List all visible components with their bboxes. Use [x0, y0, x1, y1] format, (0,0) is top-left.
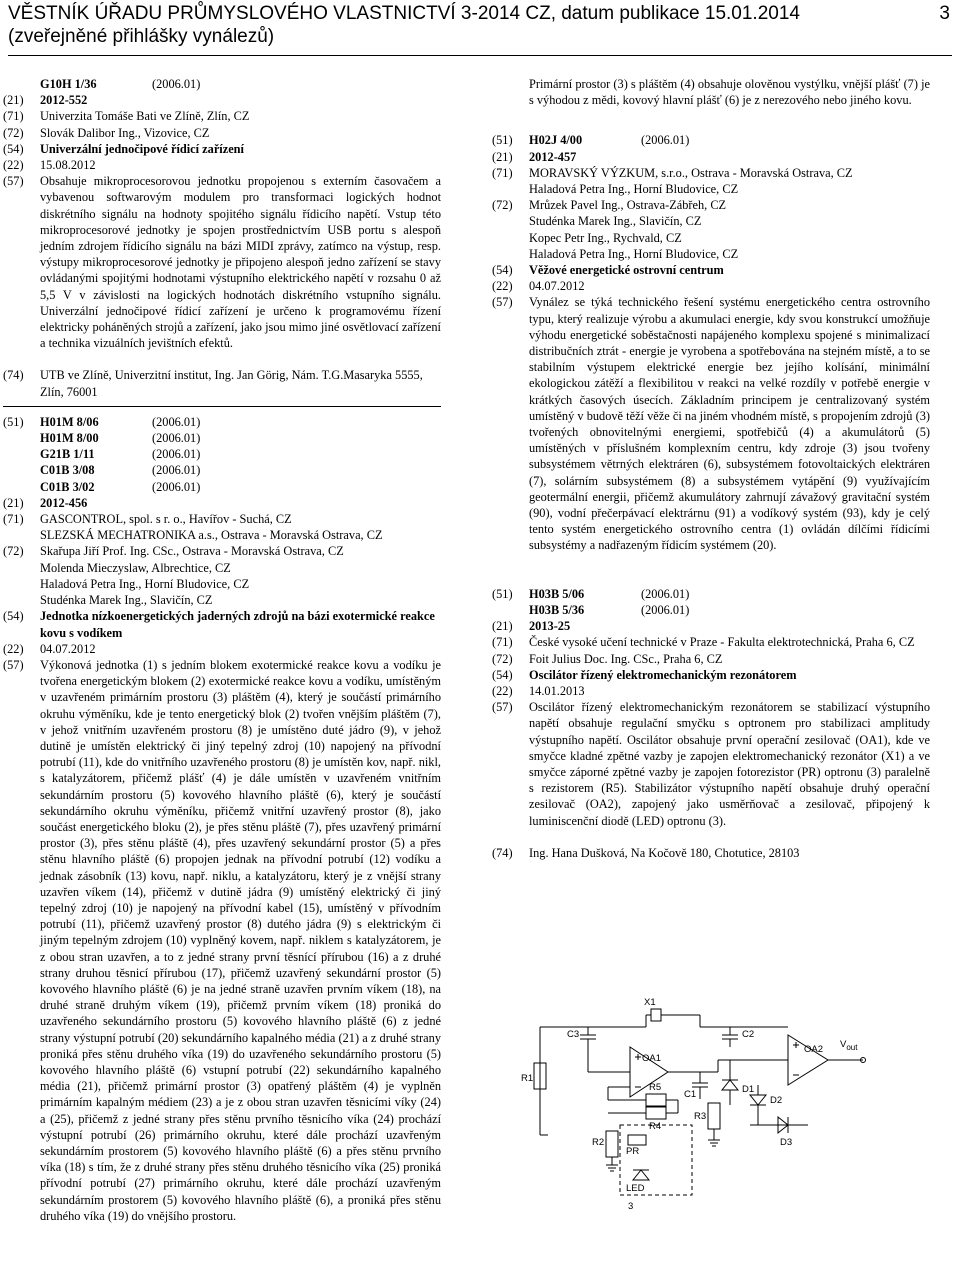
applicant: MORAVSKÝ VÝZKUM, s.r.o., Ostrava - Moravská Ostrava, CZ — [529, 165, 853, 180]
ipc-line: H03B 5/36 (2006.01) — [529, 602, 690, 617]
applicant: České vysoké učení technické v Praze - Fakulta elektrotechnická, Praha 6, CZ — [529, 635, 915, 650]
ipc-line: C01B 3/02 (2006.01) — [40, 479, 201, 494]
applicant: GASCONTROL, spol. s r. o., Havířov - Suchá, CZ — [40, 512, 292, 527]
invention-title: Věžové energetické ostrovní centrum — [529, 263, 724, 278]
applicant: Haladová Petra Ing., Horní Bludovice, CZ — [529, 182, 739, 197]
label-c2: C2 — [742, 1029, 755, 1040]
inventor: Studénka Marek Ing., Slavičín, CZ — [40, 593, 213, 608]
journal-subtitle: (zveřejněné přihlášky vynálezů) — [8, 26, 275, 47]
filing-date: 15.08.2012 — [40, 158, 96, 173]
header-divider — [8, 55, 952, 56]
inventor: Mrůzek Pavel Ing., Ostrava-Zábřeh, CZ — [529, 198, 727, 213]
label-pr: PR — [626, 1146, 640, 1157]
label-d3: D3 — [780, 1137, 793, 1148]
inventor: Haladová Petra Ing., Horní Bludovice, CZ — [529, 246, 739, 261]
label-x1: X1 — [644, 997, 656, 1008]
label-c3: C3 — [567, 1029, 580, 1040]
ipc-line: H01M 8/06 (2006.01) — [40, 414, 201, 429]
attorney: UTB ve Zlíně, Univerzitní institut, Ing. Jan Görig, Nám. T.G.Masaryka 5555, Zlín, 76001 — [40, 368, 423, 399]
filing-date: 04.07.2012 — [529, 279, 585, 294]
ipc-year: (2006.01) — [641, 133, 690, 148]
inventor: Foit Julius Doc. Ing. CSc., Praha 6, CZ — [529, 651, 723, 666]
application-number: 2012-457 — [529, 149, 577, 164]
applicant: SLEZSKÁ MECHATRONIKA a.s., Ostrava - Moravská Ostrava, CZ — [40, 528, 383, 543]
ipc-line: H01M 8/00 (2006.01) — [40, 431, 201, 446]
application-number: 2012-456 — [40, 495, 88, 510]
inventor: Skařupa Jiří Prof. Ing. CSc., Ostrava - Moravská Ostrava, CZ — [40, 544, 344, 559]
label-optron: 3 — [628, 1201, 634, 1212]
invention-title: Jednotka nízkoenergetických jaderných zdrojů na bázi exotermické reakce kovu s vodíkem — [40, 609, 435, 640]
label-r1: R1 — [521, 1073, 534, 1084]
ipc-code: H02J 4/00 — [529, 133, 583, 148]
ipc-line: G21B 1/11 (2006.01) — [40, 447, 201, 462]
ipc-line: C01B 3/08 (2006.01) — [40, 463, 201, 478]
svg-text:Vout — [840, 1039, 858, 1052]
patent-entry-1: G10H 1/36 (2006.01) (21) 2012-552 (71) Univerzita Tomáše Bati ve Zlíně, Zlín, CZ (72) Slovák Dalibor Ing., Vizovice, CZ (54) Univerzální jednočipové řídicí zařízení (22) 15.08.2012 (57) Obsahuje mikroprocesorovou jednotku propojenou s externím časovačem a vybavenou softwarovým modulem pro transformaci logických hodnot diskrétního signálu na hodnoty spojitého signálu řídicího napětí. Vstup této mikroprocesorové jednotky je spojen prostřednictvím USB portu s alespoň jedním zdrojem řídicího signálu na bázi MIDI zprávy, zatímco na výstup, resp. výstupy mikroprocesorové jednotky je připojeno alespoň jedno zařízení se stavy ovládanými spojitými hodnotami výstupního elektrického napětí v rozsahu 0 až 5,5 V v závislosti na logických hodnotách diskrétního vstupního signálu. Univerzální jednočipové řídicí zařízení je určeno k programovému řízení elektricky poháněných strojů a zařízení, jako jsou mimo jiné osvětlovací zařízení a technika vizuálních jevištních efektů. (74) UTB ve Zlíně, Univerzitní institut, Ing. Jan Görig, Nám. T.G.Masaryka 5555, Zlín, 76001 — [3, 77, 441, 399]
patent-entry-2: (51) H01M 8/06 (2006.01) H01M 8/00 (2006.01) G21B 1/11 (2006.01) C01B 3/08 (2006.01) C01B 3/02 (2006.01) (21) 2012-456 (71) GASCONTROL, spol. s r. o., Havířov - Suchá, CZ SLEZSKÁ MECHATRONIKA a.s., Ostrava - Moravská Ostrava, CZ (72) Skařupa Jiří Prof. Ing. CSc., Ostrava - Moravská Ostrava, CZ Molenda Mieczyslaw, Albrechtice, CZ Haladová Petra Ing., Horní Bludovice, CZ Studénka Marek Ing., Slavičín, CZ (54) Jednotka nízkoenergetických jaderných zdrojů na bázi exotermické reakce kovu s vodíkem (22) 04.07.2012 (57) Výkonová jednotka (1) s jedním blokem exotermické reakce kovu a vodíku je tvořena energetickým blokem (2) exotermické reakce kovu a vodíku, umístěným v uzavřeném primárním prostoru (3) pláštěm (4), který je součástí primárního okruhu výměníku, kde je tento energetický blok (2) tvořen vnějším pláštěm (7), v jehož vnitřním uzavřeném prostoru (8) je umístěno duté jádro (9), v jehož dutině je umístěn elektrický či jiný tepelný zdroj (10) napojený na přívodní potrubí (11), kde do vnitřního uzavřeného prostoru (8) je umístěn kov, např. nikl, s katalyzátorem, přičemž plášť (4) je dále umístěn v uzavřeném vnitřním sekundárním prostoru (5) kovového hlavního pláště (6), který je součástí sekundárního okruhu výměníku, přičemž vnitřní uzavřený prostor (8), jako součást energetického bloku (2), je přes stěnu pláště (7), přes uzavřený primární prostor (3), přes stěnu pláště (4), přes uzavřený sekundární prostor (5) a přes stěnu hlavního pláště (6) propojen jednak na přívodní potrubí (12) vodíku a jednak zásobník (13) kovu, např. niklu, a katalyzátoru, který je z vnější strany uzavřen víkem (14), přičemž v dutině jádra (9) umístěný elektrický či jiný tepelný zdroj (10) je napojený na přívodní kabel (15), umístěný v přívodním potrubí (11), přičemž uzavřený prostor (8) dutého jádra (9) s elektrickým či jiným tepelným zdrojem (10) vyplněný kovem, např. niklem s katalyzátorem, je z obou stran uzavřen, a to z jedné strany první těsnící přírubou (16) a z druhé strany druhou těsnicí přírubou (17), přičemž uzavřený sekundární prostor (5) kovového hlavního pláště (6) je na jedné straně uzavřen prvním víkem (18), na druhé straně druhým víkem (19), přičemž prvním víkem (18) proniká do uzavřeného sekundárního prostoru (5) kovového hlavního pláště (6) z jedné strany výstupní potrubí (20) sekundárního kapalného média (21) a z druhé strany proniká přes stěnu druhého víka (19) do uzavřeného sekundárního prostoru (5) kovového hlavního pláště (6) vstupní potrubí (22) sekundárního kapalného média (21), přičemž primární prostor (3) opatřený pláštěm (4) je vyplněn primárním kapalným médiem (23) a je z obou stran uzavřen těsnicími víky (24) a (25), přičemž z jedné strany přes stěnu prvního těsnicího víka (24) prochází výstupní potrubí (26) primárního okruhu, které dále prochází uzavřeným sekundárním prostorem (5) kovového hlavního pláště (6) a přes stěnu prvního víka (18) s tím, že z druhé strany přes stěnu druhého těsnicího víka (25) proniká přívodní potrubí (27) primárního okruhu, které dále prochází uzavřeným sekundárním prostorem (5) kovového hlavního pláště (6), a proniká přes stěnu druhého víka (19) do vnějšího prostoru. — [3, 414, 441, 1223]
page-header — [8, 2, 952, 48]
label-r3: R3 — [694, 1111, 707, 1122]
invention-title: Oscilátor řízený elektromechanickým rezonátorem — [529, 667, 797, 682]
abstract: Oscilátor řízený elektromechanickým rezonátorem se stabilizací výstupního napětí obsahuje regulační smyčku s optronem pro stabilizaci amplitudy výstupního napětí. Oscilátor obsahuje první operační zesilovač (OA1), kde ve smyčce kladné zpětné vazby je zapojen elektromechanický rezonátor (X1) a ve smyčce záporné zpětné vazby je zapojen fotorezistor (PR) optronu (3) paralelně s rezistorem (R5). Stabilizátor výstupního napětí obsahuje druhý operační zesilovač (OA2), zapojený jako usměrňovač a zesilovač, připojený k luminiscenční diodě (LED) optronu (3). — [529, 700, 930, 828]
journal-title: VĚSTNÍK ÚŘADU PRŮMYSLOVÉHO VLASTNICTVÍ 3-2014 CZ, datum publikace 15.01.2014 — [8, 3, 800, 24]
label-oa1: OA1 — [642, 1053, 662, 1064]
page-number: 3 — [939, 3, 950, 24]
abstract: Výkonová jednotka (1) s jedním blokem exotermické reakce kovu a vodíku je tvořena energetickým blokem (2) exotermické reakce kovu a vodíku, umístěným v uzavřeném primárním prostoru (3) pláštěm (4), který je součástí primárního okruhu výměníku, kde je tento energetický blok (2) tvořen vnějším pláštěm (7), v jehož vnitřním uzavřeném prostoru (8) je umístěno duté jádro (9), v jehož dutině je umístěn elektrický či jiný tepelný zdroj (10) napojený na přívodní potrubí (11), kde do vnitřního uzavřeného prostoru (8) je umístěn kov, např. nikl, s katalyzátorem, přičemž plášť (4) je dále umístěn v uzavřeném vnitřním sekundárním prostoru (5) kovového hlavního pláště (6), který je součástí sekundárního okruhu výměníku, přičemž vnitřní uzavřený prostor (8), jako součást energetického bloku (2), je přes stěnu pláště (7), přes uzavřený primární prostor (3), přes stěnu pláště (4), přes uzavřený sekundární prostor (5) a přes stěnu hlavního pláště (6) propojen jednak na přívodní potrubí (12) vodíku a jednak zásobník (13) kovu, např. niklu, a katalyzátoru, který je z vnější strany uzavřen víkem (14), přičemž v dutině jádra (9) umístěný elektrický či jiný tepelný zdroj (10) je napojený na přívodní kabel (15), umístěný v přívodním potrubí (11), přičemž uzavřený prostor (8) dutého jádra (9) s elektrickým či jiným tepelným zdrojem (10) vyplněný kovem, např. niklem s katalyzátorem, je z obou stran uzavřen, a to z jedné strany první těsnící přírubou (16) a z druhé strany druhou těsnicí přírubou (17), přičemž uzavřený sekundární prostor (5) kovového hlavního pláště (6) je na jedné straně uzavřen prvním víkem (18), na druhé straně druhým víkem (19), přičemž prvním víkem (18) proniká do uzavřeného sekundárního prostoru (5) kovového hlavního pláště (6) z jedné strany výstupní potrubí (20) sekundárního kapalného média (21) a z druhé strany proniká přes stěnu druhého víka (19) do uzavřeného sekundárního prostoru (5) kovového hlavního pláště (6) vstupní potrubí (22) sekundárního kapalného média (21), přičemž primární prostor (3) opatřený pláštěm (4) je vyplněn primárním kapalným médiem (23) a je z obou stran uzavřen těsnicími víky (24) a (25), přičemž z jedné strany přes stěnu prvního těsnicího víka (24) prochází výstupní potrubí (26) primárního okruhu, které dále prochází uzavřeným sekundárním prostorem (5) kovového hlavního pláště (6) a přes stěnu prvního víka (18) s tím, že z druhé strany přes stěnu druhého těsnicího víka (25) proniká přívodní potrubí (27) primárního okruhu, které dále prochází uzavřeným sekundárním prostorem (5) kovového hlavního pláště (6), a proniká přes stěnu druhého víka (19) do vnějšího prostoru. — [40, 657, 441, 1223]
patent-entry-3: (51) H02J 4/00 (2006.01) (21) 2012-457 (71) MORAVSKÝ VÝZKUM, s.r.o., Ostrava - Moravská Ostrava, CZ Haladová Petra Ing., Horní Bludovice, CZ (72) Mrůzek Pavel Ing., Ostrava-Zábřeh, CZ Studénka Marek Ing., Slavičín, CZ Kopec Petr Ing., Rychvald, CZ Haladová Petra Ing., Horní Bludovice, CZ (54) Věžové energetické ostrovní centrum (22) 04.07.2012 (57) Vynález se týká technického řešení systému energetického centra ostrovního typu, který realizuje výrobu a akumulaci energie, kdy svou konstrukcí umožňuje výhodu energetické soběstačnosti napájeného komplexu spojené s minimalizací distribučních ztrát - energie je vyrobena a spotřebována na stejném místě, a to se stabilním výstupem elektrické energie bez jejího kolísání, minimální ekologickou zátěží a flexibilitou v reakci na velké rozdíly v potřebě energie v krátkých časových úsecích. Základním principem je centralizovaný systém umístěný v budově těží věže či na jiném vhodném místě, s propojením zdrojů (3) tvořených obnovitelnými energiemi, spotřebičů (4) a akumulátorů (5) umístěných v příslušném komplexním centru, kdy zdroje (3) jsou tvořeny subsystémem větrných elektráren (6), subsystémem fotovoltaických elektráren (7), solárním subsystémem (8) a subsystémem vytápění (9) využívajícím geotermální energii, přičemž akumulátory zahrnují závažový gravitační systém (90), vodní přečerpávací elektrárnu (91) a vodíkový systém (93), kdy je celý tento systém energetického ostrovního centra (1) ovládán dílčími řídicími subsystémy a nadřazeným řídicím systémem (20). — [492, 133, 930, 553]
inventor: Studénka Marek Ing., Slavičín, CZ — [529, 214, 702, 229]
label-c1: C1 — [684, 1089, 697, 1100]
filing-date: 04.07.2012 — [40, 641, 96, 656]
label-led: LED — [626, 1183, 645, 1194]
inventor: Slovák Dalibor Ing., Vizovice, CZ — [40, 125, 210, 140]
oscillator-circuit-diagram — [518, 985, 876, 1212]
entry-divider — [3, 406, 441, 407]
right-column — [492, 76, 930, 861]
inventor: Kopec Petr Ing., Rychvald, CZ — [529, 230, 682, 245]
abstract: Vynález se týká technického řešení systému energetického centra ostrovního typu, který realizuje výrobu a akumulaci energie, kdy svou konstrukcí umožňuje výhodu energetické soběstačnosti napájeného komplexu spojené s minimalizací distribučních ztrát - energie je vyrobena a spotřebována na stejném místě, a to se stabilním výstupem elektrické energie bez jejího kolísání, minimální ekologickou zátěží a flexibilitou v reakci na velké rozdíly v potřebě energie v krátkých časových úsecích. Základním principem je centralizovaný systém umístěný v budově těží věže či na jiném vhodném místě, s propojením zdrojů (3) tvořených obnovitelnými energiemi, spotřebičů (4) a akumulátorů (5) umístěných v příslušném komplexním centru, kdy zdroje (3) jsou tvořeny subsystémem větrných elektráren (6), subsystémem fotovoltaických elektráren (7), solárním subsystémem (8) a subsystémem vytápění (9) využívajícím geotermální energii, přičemž akumulátory zahrnují závažový gravitační systém (90), vodní přečerpávací elektrárnu (91) a vodíkový systém (93), kdy je celý tento systém energetického ostrovního centra (1) ovládán dílčími řídicími subsystémy a nadřazeným řídicím systémem (20). — [529, 295, 930, 553]
left-column — [3, 76, 441, 1224]
label-r5: R5 — [649, 1082, 662, 1093]
patent-entry-4: (51) H03B 5/06 (2006.01) H03B 5/36 (2006.01) (21) 2013-25 (71) České vysoké učení technické v Praze - Fakulta elektrotechnická, Praha 6, CZ (72) Foit Julius Doc. Ing. CSc., Praha 6, CZ (54) Oscilátor řízený elektromechanickým rezonátorem (22) 14.01.2013 (57) Oscilátor řízený elektromechanickým rezonátorem se stabilizací výstupního napětí obsahuje regulační smyčku s optronem pro stabilizaci amplitudy výstupního napětí. Oscilátor obsahuje první operační zesilovač (OA1), kde ve smyčce kladné zpětné vazby je zapojen elektromechanický rezonátor (X1) a ve smyčce záporné zpětné vazby je zapojen fotorezistor (PR) optronu (3) paralelně s rezistorem (R5). Stabilizátor výstupního napětí obsahuje druhý operační zesilovač (OA2), zapojený jako usměrňovač a zesilovač, připojený k luminiscenční diodě (LED) optronu (3). (74) Ing. Hana Dušková, Na Kočově 180, Chotutice, 28103 — [492, 586, 930, 860]
label-vout-sub: out — [846, 1043, 858, 1052]
abstract: Obsahuje mikroprocesorovou jednotku propojenou s externím časovačem a vybavenou softwarovým modulem pro transformaci logických hodnot diskrétního signálu na hodnoty spojitého signálu řídicího napětí. Vstup této mikroprocesorové jednotky je spojen prostřednictvím USB portu s alespoň jedním zdrojem řídicího signálu na bázi MIDI zprávy, zatímco na výstup, resp. výstupy mikroprocesorové jednotky je připojeno alespoň jedno zařízení se stavy ovládanými spojitými hodnotami výstupního elektrického napětí v rozsahu 0 až 5,5 V v závislosti na logických hodnotách diskrétního vstupního signálu. Univerzální jednočipové řídicí zařízení je určeno k programovému řízení elektricky poháněných strojů a zařízení, jako jsou mimo jiné osvětlovací zařízení a technika vizuálních jevištních efektů. — [40, 174, 441, 351]
inventor: Haladová Petra Ing., Horní Bludovice, CZ — [40, 576, 250, 591]
ipc-code: G10H 1/36 — [40, 77, 97, 91]
label-d2: D2 — [770, 1095, 783, 1106]
opamp-oa2 — [788, 1035, 828, 1085]
label-r4: R4 — [649, 1121, 662, 1132]
application-number: 2013-25 — [529, 619, 571, 634]
label-vout: V — [840, 1039, 847, 1050]
applicant: Univerzita Tomáše Bati ve Zlíně, Zlín, CZ — [40, 109, 250, 124]
label-oa2: OA2 — [804, 1044, 824, 1055]
invention-title: Univerzální jednočipové řídicí zařízení — [40, 141, 244, 156]
label-d1: D1 — [742, 1084, 755, 1095]
abstract-continuation: Primární prostor (3) s pláštěm (4) obsahuje olověnou vystýlku, vnější plášť (7) je s výhodou z mědi, kovový hlavní plášť (6) je z nerezového nebo jiného kovu. — [529, 77, 930, 108]
crystal-x1 — [651, 1009, 661, 1021]
filing-date: 14.01.2013 — [529, 683, 585, 698]
attorney: Ing. Hana Dušková, Na Kočově 180, Chotutice, 28103 — [529, 845, 800, 860]
ipc-year: (2006.01) — [152, 77, 201, 91]
application-number: 2012-552 — [40, 93, 88, 108]
ipc-line: H03B 5/06 (2006.01) — [529, 586, 690, 601]
inventor: Molenda Mieczyslaw, Albrechtice, CZ — [40, 560, 231, 575]
label-r2: R2 — [592, 1137, 605, 1148]
